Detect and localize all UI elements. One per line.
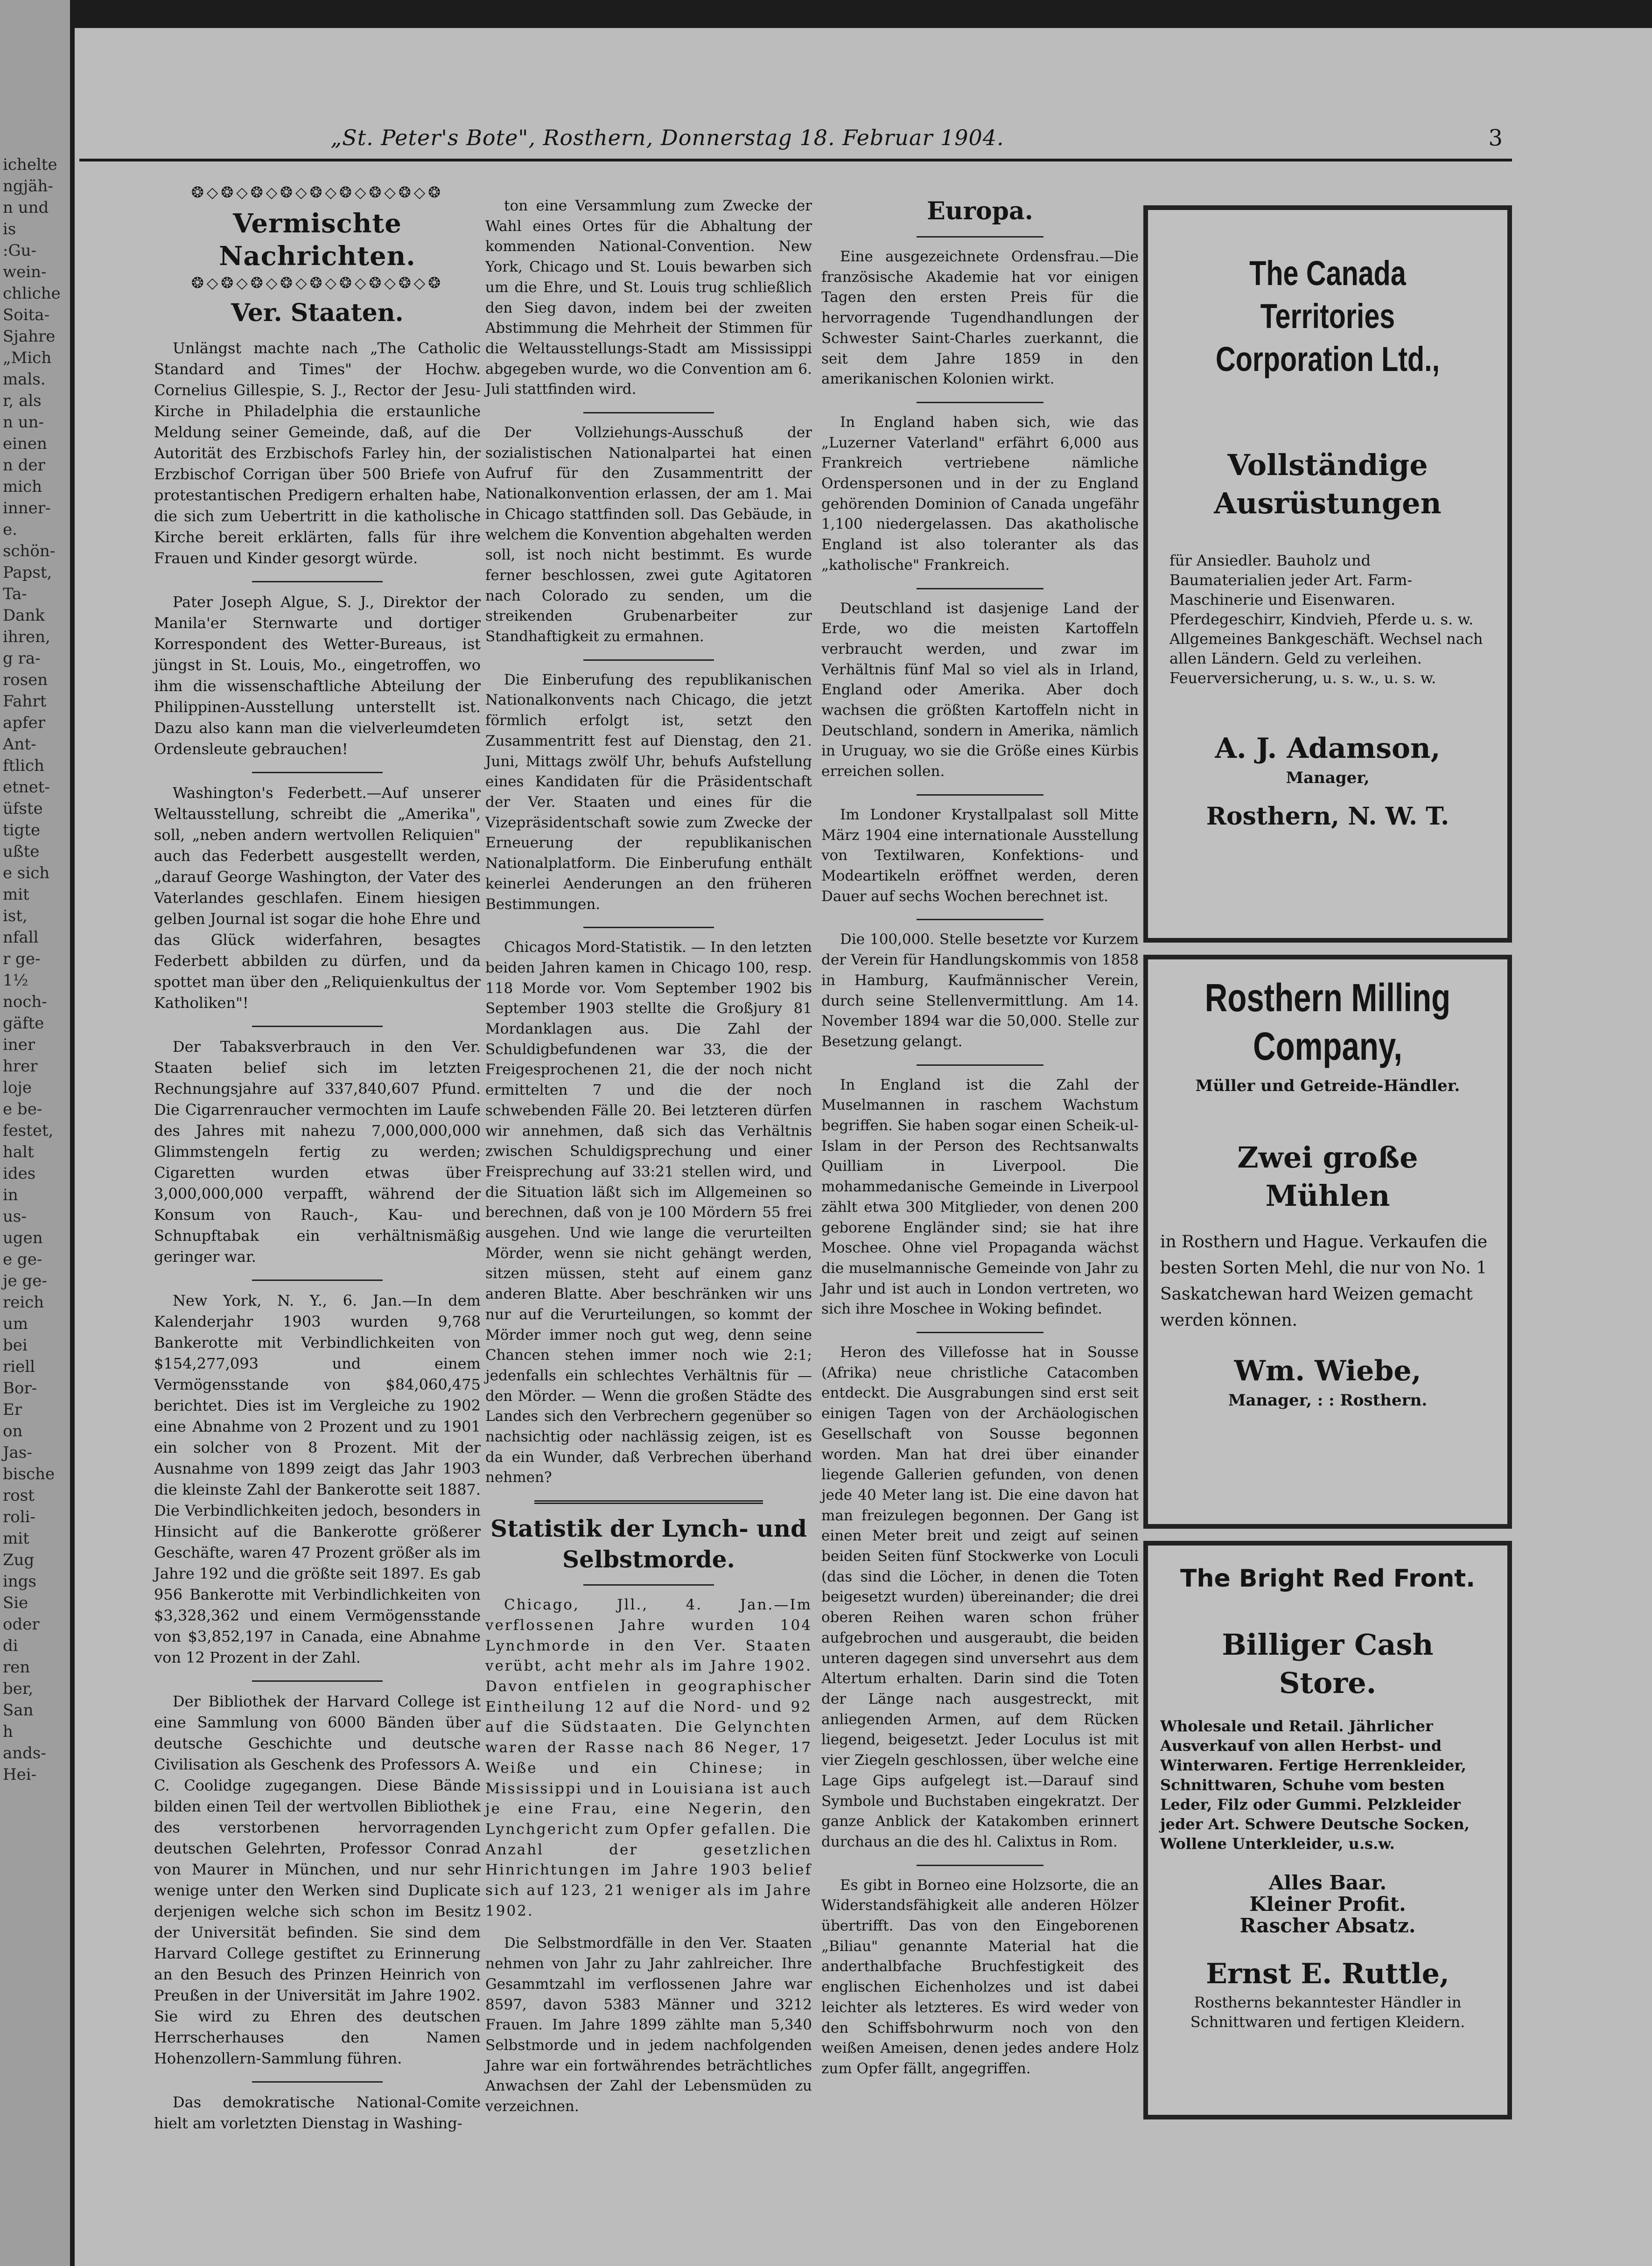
previous-page-text-fragment: e ge- — [3, 1250, 42, 1269]
page-number: 3 — [1488, 125, 1503, 151]
previous-page-text-fragment: um — [3, 1315, 28, 1333]
previous-page-edge — [0, 0, 70, 2266]
previous-page-text-fragment: einen — [3, 434, 47, 453]
previous-page-text-fragment: üfste — [3, 799, 43, 818]
previous-page-text-fragment: Fahrt — [3, 692, 47, 711]
previous-page-text-fragment: Sjahre — [3, 327, 56, 346]
divider — [917, 1332, 1043, 1333]
previous-page-text-fragment: roli- — [3, 1508, 35, 1526]
divider — [252, 772, 383, 773]
divider — [917, 588, 1043, 589]
previous-page-text-fragment: mit — [3, 885, 29, 904]
previous-page-text-fragment: n und — [3, 198, 49, 217]
divider — [917, 919, 1043, 920]
previous-page-text-fragment: bische — [3, 1465, 55, 1483]
ad-headline: Vollständige Ausrüstungen — [1214, 448, 1442, 520]
previous-page-text-fragment: g ra- — [3, 649, 41, 668]
previous-page-text-fragment: us- — [3, 1207, 27, 1226]
previous-page-text-fragment: ist, — [3, 907, 28, 925]
previous-page-text-fragment: ber, — [3, 1679, 34, 1698]
ad-rosthern-milling — [1143, 955, 1512, 1529]
ornament-border: ❂◇❂◇❂◇❂◇❂◇❂◇❂◇❂◇❂ — [191, 183, 444, 201]
article-paragraph: Deutschland ist dasjenige Land der Erde, wo die meisten Kartoffeln verbraucht werden, und zwar im Verhältnis fünf Mal so viel als in Irland, England oder Amerika. Aber doch wachsen die größten Kartoffeln nicht in Deutschland, sondern in Amerika, nämlich in Uruguay, wo sie die Größe eines Kürbis erreichen sollen. — [821, 600, 1139, 780]
previous-page-text-fragment: Dank — [3, 606, 45, 625]
previous-page-text-fragment: ngjäh- — [3, 177, 53, 196]
ad-subtitle: Müller und Getreide-Händler. — [1195, 1077, 1460, 1095]
ad-headline: Billiger Cash Store. — [1222, 1628, 1434, 1700]
previous-page-text-fragment: je ge- — [3, 1272, 47, 1290]
previous-page-text-fragment: ußte — [3, 842, 40, 861]
article-paragraph: Der Bibliothek der Harvard College ist eine Sammlung von 6000 Bänden über deutsche Geschichte und deutsche Civilisation als Geschenk des Professors A. C. Coolidge zugegangen. Diese Bände bilden einen Teil der wertvollen Bibliothek des verstorbenen hervorragenden deutschen Gelehrten, Professor Conrad von Maurer in München, und nur sehr wenige unter den Werken sind Duplicate derjenigen welche sich schon im Besitz der Universität befinden. Sie sind dem Harvard College gestiftet zu Erinnerung an den Besuch des Prinzen Heinrich von Preußen in der Universität im Jahre 1902. Sie wird zu Ehren des deutschen Herrscherhauses den Namen Hohenzollern-Sammlung führen. — [154, 1693, 481, 2067]
ad-slogan-3: Rascher Absatz. — [1239, 1914, 1416, 1937]
previous-page-text-fragment: festet, — [3, 1121, 54, 1140]
ad-headline: Zwei große Mühlen — [1237, 1140, 1418, 1213]
previous-page-text-fragment: halt — [3, 1143, 34, 1161]
divider — [917, 794, 1043, 796]
divider — [252, 1026, 383, 1027]
previous-page-text-fragment: ihren, — [3, 628, 50, 646]
previous-page-text-fragment: ides — [3, 1164, 36, 1183]
ad-body: in Rosthern und Hague. Verkaufen die besten Sorten Mehl, die nur von No. 1 Saskatchewan hard Weizen gemacht werden können. — [1160, 1232, 1488, 1330]
previous-page-text-fragment: inner- — [3, 499, 51, 518]
previous-page-text-fragment: etnet- — [3, 778, 50, 797]
previous-page-text-fragment: noch- — [3, 993, 47, 1011]
ornament-border: ❂◇❂◇❂◇❂◇❂◇❂◇❂◇❂◇❂ — [191, 274, 444, 292]
previous-page-text-fragment: Zug — [3, 1551, 35, 1569]
ad-canada-territories — [1143, 205, 1512, 943]
previous-page-text-fragment: mals. — [3, 370, 46, 389]
ad-manager-label: Manager, — [1286, 769, 1370, 787]
previous-page-text-fragment: ands- — [3, 1744, 46, 1762]
article-paragraph: Washington's Federbett.—Auf unserer Weltausstellung, schreibt die „Amerika", soll, „neben andern wertvollen Reliquien" auch das Federbett ausgestellt werden, „darauf George Washington, der Vater des Vaterlandes geschlafen. Einem hiesigen gelben Journal ist sogar die hohe Ehre und das Glück widerfahren, besagtes Federbett abbilden zu dürfen, und da spottet man über den „Reliquienkultus der Katholiken"! — [154, 784, 481, 1012]
article-paragraph: In England haben sich, wie das „Luzerner Vaterland" erfährt 6,000 aus Frankreich vertriebene nämliche Ordenspersonen und in der zu England gehörenden Dominion of Canada ungefähr 1,100 niedergelassen. Das akatholische England ist also toleranter als das „katholische" Frankreich. — [821, 413, 1139, 573]
previous-page-text-fragment: wein- — [3, 263, 47, 281]
ad-body: Wholesale und Retail. Jährlicher Ausverkauf von allen Herbst- und Winterwaren. Fertige Herrenkleider, Schnittwaren, Schuhe vom besten Leder, Filz oder Gummi. Pelzkleider jeder Art. Schwere Deutsche Socken, Wollene Unterkleider, u.s.w. — [1160, 1717, 1470, 1853]
divider — [583, 927, 714, 928]
ad-owner-name: Ernst E. Ruttle, — [1206, 1958, 1449, 1990]
previous-page-text-fragment: ugen — [3, 1229, 43, 1247]
previous-page-text-fragment: reich — [3, 1293, 44, 1312]
previous-page-text-fragment: apfer — [3, 713, 45, 732]
column-1 — [154, 182, 481, 2146]
previous-page-text-fragment: ichelte — [3, 155, 57, 174]
article-paragraph: Es gibt in Borneo eine Holzsorte, die an Widerstandsfähigkeit alle anderen Hölzer übertrifft. Das von den Eingeborenen „Biliau" genannte Material hat die anderthalbfache Bruchfestigkeit des englischen Eichenholzes und ist dabei leichter als letzteres. Es wird weder von den Schiffsbohrwurm noch von den weißen Ameisen, denen jedes andere Holz zum Opfer fällt, angegriffen. — [821, 1876, 1139, 2077]
article-paragraph: Chicagos Mord-Statistik. — In den letzten beiden Jahren kamen in Chicago 100, resp. 118 Morde vor. Vom September 1902 bis September 1903 stellte die Großjury 81 Mordanklagen aus. Die Zahl der Schuldigbefundenen war 33, die der Freigesprochenen 21, die der noch nicht ermittelten 7 und die der noch schwebenden Fälle 20. Bei letzteren dürfen wir annehmen, daß sich das Verhältnis zwischen Schuldigsprechung und einer Freisprechung auf 33:21 stellen wird, und die Situation läßt sich im Allgemeinen so berechnen, daß von je 100 Mördern 55 frei ausgehen. Und wie lange die verurteilten Mörder, wenn sie nicht gehängt werden, sitzen müssen, steht auf einem ganz anderen Blatte. Aber beschränken wir uns nur auf die Verurteilungen, so kommt der Mörder immer noch gut weg, denn seine Chancen stehen immer noch wie 2:1; jedenfalls ein schlechtes Verhältnis für — den Mörder. — Wenn die großen Städte des Landes sich den Verbrechern gegenüber so nachsichtig oder nachlässig zeigen, ist es da ein Wunder, daß Verbrechen überhand nehmen? — [485, 939, 812, 1486]
previous-page-text-fragment: e be- — [3, 1100, 42, 1119]
previous-page-text-fragment: San — [3, 1701, 34, 1720]
page-header — [79, 121, 1512, 161]
article-paragraph: Das demokratische National-Comite hielt am vorletzten Dienstag in Washing- — [154, 2093, 481, 2132]
previous-page-text-fragment: bei — [3, 1336, 28, 1355]
subsection-title: Europa. — [927, 197, 1033, 225]
divider — [583, 1584, 714, 1586]
article-paragraph: ton eine Versammlung zum Zwecke der Wahl eines Ortes für die Abhaltung der kommenden National-Convention. New York, Chicago und St. Louis bewarben sich um die Ehre, und St. Louis trug schließlich den Sieg davon, indem bei der zweiten Abstimmung die Mehrheit der Stimmen für die Weltausstellungs-Stadt am Mississippi abgegeben wurde, wo die Convention am 6. Juli stattfinden wird. — [485, 197, 812, 398]
article-paragraph: Der Tabaksverbrauch in den Ver. Staaten belief sich im letzten Rechnungsjahre auf 337,840,607 Pfund. Die Cigarrenraucher vermochten im Laufe des Jahres mit nahezu 7,000,000,000 Glimmstengeln fertig zu werden; Cigaretten wurden etwas über 3,000,000,000 verpafft, während der Konsum von Rauch-, Kau- und Schnupftabak ein verhältnismäßig geringer war. — [154, 1038, 481, 1266]
previous-page-text-fragment: Hei- — [3, 1765, 37, 1784]
running-header: „St. Peter's Bote", Rosthern, Donnerstag 18. Februar 1904. — [330, 125, 1004, 150]
previous-page-text-fragment: h — [3, 1722, 13, 1741]
previous-page-text-fragment: :Gu- — [3, 241, 37, 260]
divider — [917, 236, 1043, 238]
ad-company-name: The Canada Territories Corporation Ltd., — [1215, 254, 1440, 378]
subsection-title: Ver. Staaten. — [231, 299, 404, 327]
article-paragraph: Eine ausgezeichnete Ordensfrau.—Die französische Akademie hat vor einigen Tagen den ersten Preis für die hervorragende Tugendhandlungen der Schwester Saint-Charles zuerkannt, die seit dem Jahre 1859 in den amerikanischen Kolonien wirkt. — [821, 248, 1139, 388]
ad-store-name: The Bright Red Front. — [1180, 1565, 1475, 1593]
divider — [252, 1280, 383, 1281]
ad-body: für Ansiedler. Bauholz und Baumaterialien jeder Art. Farm-Maschinerie und Eisenwaren. Pferdegeschirr, Kindvieh, Pferde u. s. w. Allgemeines Bankgeschäft. Wechsel nach allen Ländern. Geld zu verleihen. Feuerversicherung, u. s. w., u. s. w. — [1169, 552, 1483, 687]
previous-page-text-fragment: „Mich — [3, 349, 52, 367]
ad-manager-line: Manager, : : Rosthern. — [1228, 1391, 1428, 1410]
article-paragraph: Die 100,000. Stelle besetzte vor Kurzem der Verein für Handlungskommis von 1858 in Hamburg, Kaufmännischer Verein, durch seine Stellenvermittlung. Am 14. November 1894 war die 50,000. Stelle zur Besetzung gelangt. — [821, 931, 1139, 1050]
divider — [583, 659, 714, 661]
previous-page-text-fragment: Bor- — [3, 1379, 37, 1398]
article-paragraph: In England ist die Zahl der Muselmannen in raschem Wachstum begriffen. Sie haben sogar einen Scheik-ul-Islam in der Person des Rechtsanwalts Quilliam in Liverpool. Die mohammedanische Gemeinde in Liverpool zählt etwa 300 Mitglieder, von denen 200 geborene Engländer sind; sie hat ihre Moschee. Ohne viel Propaganda wächst die muselmannische Gemeinde von Jahr zu Jahr und ist auch in London vertreten, wo sich ihre Moschee in Woking befindet. — [821, 1076, 1139, 1318]
article-paragraph: Im Londoner Krystallpalast soll Mitte März 1904 eine internationale Ausstellung von Textilwaren, Konfektions- und Modeartikeln eröffnet werden, deren Dauer auf sechs Wochen berechnet ist. — [821, 806, 1139, 905]
previous-page-text-fragment: in — [3, 1186, 18, 1204]
previous-page-text-fragment: chliche — [3, 284, 61, 303]
previous-page-text-fragment: n un- — [3, 413, 44, 432]
ad-slogan-1: Alles Baar. — [1268, 1871, 1387, 1894]
previous-page-text-fragment: on — [3, 1422, 23, 1441]
previous-page-text-fragment: e. — [3, 520, 17, 539]
previous-page-text-fragment: loje — [3, 1078, 32, 1097]
previous-page-text-fragment: rost — [3, 1486, 35, 1505]
previous-page-text-fragment: ftlich — [3, 756, 44, 775]
advertisement-column — [1143, 205, 1512, 2132]
divider — [252, 1680, 383, 1682]
divider — [917, 1064, 1043, 1066]
previous-page-text-fragment: Soita- — [3, 306, 50, 324]
divider — [583, 412, 714, 413]
previous-page-text-fragment: is — [3, 220, 16, 238]
article-title: Statistik der Lynch- und Selbstmorde. — [490, 1515, 807, 1574]
previous-page-text-fragment: oder — [3, 1615, 40, 1634]
previous-page-text-fragment: gäfte — [3, 1014, 44, 1033]
previous-page-text-fragment: Jas- — [3, 1443, 32, 1462]
ad-slogan-2: Kleiner Profit. — [1249, 1893, 1406, 1916]
ad-manager-name: A. J. Adamson, — [1215, 732, 1441, 765]
section-title: Vermischte Nachrichten. — [219, 208, 416, 272]
article-paragraph: Die Selbstmordfälle in den Ver. Staaten nehmen von Jahr zu Jahr zahlreicher. Ihre Gesammtzahl im verflossenen Jahre war 8597, davon 5383 Männer und 3212 Frauen. Im Jahre 1899 zählte man 5,340 Selbstmorde und in jedem nachfolgenden Jahre war ein fortwährendes beträchtliches Anwachsen der Zahl der Lebensmüden zu verzeichnen. — [485, 1935, 812, 2115]
ad-company-name: Rosthern Milling Company, — [1204, 976, 1451, 1068]
article-paragraph: Heron des Villefosse hat in Sousse (Afrika) neue christliche Catacomben entdeckt. Die Ausgrabungen sind erst seit einigen Tagen von der Archäologischen Gesellschaft von Sousse begonnen worden. Man hat drei über einander liegende Gallerien gefunden, von denen jede 40 Meter lang ist. Die eine davon hat man freizulegen begonnen. Der Gang ist einen Meter breit und zeigt auf seinen beiden Seiten fünf Stockwerke von Loculi (das sind die Löcher, in denen die Toten beigesetzt wurden) übereinander; die drei oberen Reihen waren schon früher aufgebrochen und ausgeraubt, die beiden unteren dagegen sind unversehrt aus dem Altertum erhalten. Darin sind die Toten der Länge nach ausgestreckt, mit anliegenden Armen, auf dem Rücken liegend, beigesetzt. Jeder Loculus ist mit vier Ziegeln geschlossen, über welche eine Lage Gips aufgelegt ist.—Darauf sind Symbole und Buchstaben eingekratzt. Der ganze Anblick der Katakomben erinnert durchaus an die des hl. Calixtus in Rom. — [821, 1344, 1139, 1850]
previous-page-text-fragment: di — [3, 1637, 18, 1655]
previous-page-text-fragment: schön- — [3, 542, 56, 560]
previous-page-text-fragment: Sie — [3, 1594, 28, 1612]
previous-page-text-fragment: mit — [3, 1529, 29, 1548]
ad-manager-name: Wm. Wiebe, — [1234, 1355, 1421, 1387]
previous-page-text-fragment: r ge- — [3, 950, 41, 968]
article-paragraph: New York, N. Y., 6. Jan.—In dem Kalenderjahr 1903 wurden 9,768 Bankerotte mit Verbindlichkeiten von $154,277,093 und einem Vermögensstande von $84,060,475 berichtet. Dies ist im Vergleiche zu 1902 eine Abnahme von 2 Prozent und zu 1901 ein solcher von 8 Prozent. Mit der Ausnahme von 1899 zeigt das Jahr 1903 die kleinste Zahl der Bankerotte seit 1887. Die Verbindlichkeiten jedoch, besonders in Hinsicht auf die Bankerotte größerer Geschäfte, waren 47 Prozent größer als im Jahre 192 und die größte seit 1897. Es gab 956 Bankerotte mit Verbindlichkeiten von $3,328,362 und einem Vermögensstande von $3,852,197 in Canada, eine Abnahme von 12 Prozent in der Zahl. — [154, 1292, 481, 1666]
previous-page-text-fragment: ings — [3, 1572, 36, 1591]
ad-bright-red-front — [1143, 1541, 1512, 2119]
column-2 — [485, 196, 812, 2129]
previous-page-text-fragment: mich — [3, 477, 42, 496]
previous-page-text-fragment: tigte — [3, 821, 41, 839]
divider — [252, 581, 383, 582]
article-paragraph: Der Vollziehungs-Ausschuß der sozialistischen Nationalpartei hat einen Aufruf für den Zusammentritt der Nationalkonvention erlassen, der am 1. Mai in Chicago stattfinden soll. Das Gebäude, in welchem die Konvention abgehalten werden soll, ist noch nicht bestimmt. Es wurde ferner beschlossen, zwei gute Agitatoren nach Colorado zu senden, um die streikenden Grubenarbeiter zur Standhaftigkeit zu ermahnen. — [485, 424, 812, 645]
previous-page-text-fragment: Ant- — [3, 735, 36, 754]
divider — [252, 2081, 383, 2083]
previous-page-text-fragment: 1½ — [3, 971, 28, 990]
previous-page-text-fragment: rosen — [3, 671, 48, 689]
previous-page-text-fragment: ren — [3, 1658, 30, 1677]
ad-place: Rosthern, N. W. T. — [1206, 802, 1449, 831]
divider — [534, 1500, 763, 1504]
previous-page-text-fragment: Ta- — [3, 585, 27, 603]
article-paragraph: Chicago, Jll., 4. Jan.—Im verflossenen Jahre wurden 104 Lynchmorde in den Ver. Staaten verübt, acht mehr als im Jahre 1902. Davon entfielen in geographischer Eintheilung 12 auf die Nord- und 92 auf die Südstaaten. Die Gelynchten waren der Rasse nach 86 Neger, 17 Weiße und ein Chinese; in Mississippi und in Louisiana ist auch je eine Frau, eine Negerin, den Lynchgericht zum Opfer gefallen. Die Anzahl der gesetzlichen Hinrichtungen im Jahre 1903 belief sich auf 123, 21 weniger als im Jahre 1902. — [485, 1596, 812, 1919]
previous-page-text-fragment: r, als — [3, 392, 42, 410]
divider — [917, 402, 1043, 403]
previous-page-text-fragment: hrer — [3, 1057, 38, 1076]
ad-owner-desc: Rostherns bekanntester Händler in Schnittwaren und fertigen Kleidern. — [1190, 1993, 1465, 2031]
previous-page-text-fragment: Papst, — [3, 563, 52, 582]
previous-page-text-fragment: riell — [3, 1357, 35, 1376]
previous-page-text-fragment: nfall — [3, 928, 39, 947]
divider — [917, 1865, 1043, 1866]
previous-page-text-fragment: iner — [3, 1035, 35, 1054]
article-paragraph: Unlängst machte nach „The Catholic Standard and Times" der Hochw. Cornelius Gillespie, S. J., Rector der Jesu-Kirche in Philadelphia die erstaunliche Meldung seiner Gemeinde, daß, auf die Autorität des Erzbischofs Farley hin, der Erzbischof Corrigan über 500 Briefe von protestantischen Predigern erhalten habe, die sich zum Uebertritt in die katholische Kirche bereit erklärten, falls für ihre Frauen und Kinder gesorgt würde. — [154, 339, 481, 567]
previous-page-text-fragment: e sich — [3, 864, 50, 882]
column-3 — [821, 196, 1139, 2091]
article-paragraph: Die Einberufung des republikanischen Nationalkonvents nach Chicago, die jetzt förmlich erfolgt ist, setzt den Zusammentritt fest auf Dienstag, den 21. Juni, Mittags zwölf Uhr, behufs Aufstellung eines Kandidaten für die Präsidentschaft der Ver. Staaten und eines für die Vizepräsidentschaft sowie zum Zwecke der Erneuerung der republikanischen Nationalplatform. Die Einberufung enthält keinerlei Aenderungen an den früheren Bestimmungen. — [485, 671, 812, 913]
article-paragraph: Pater Joseph Algue, S. J., Direktor der Manila'er Sternwarte und dortiger Korrespondent des Wetter-Bureaus, ist jüngst in St. Louis, Mo., eingetroffen, wo ihm die wissenschaftliche Abteilung der Philippinen-Ausstellung unterstellt ist. Dazu also kann man die vielverleumdeten Ordensleute gebrauchen! — [154, 593, 481, 758]
previous-page-text-fragment: Er — [3, 1400, 22, 1419]
previous-page-text-fragment: n der — [3, 456, 45, 475]
